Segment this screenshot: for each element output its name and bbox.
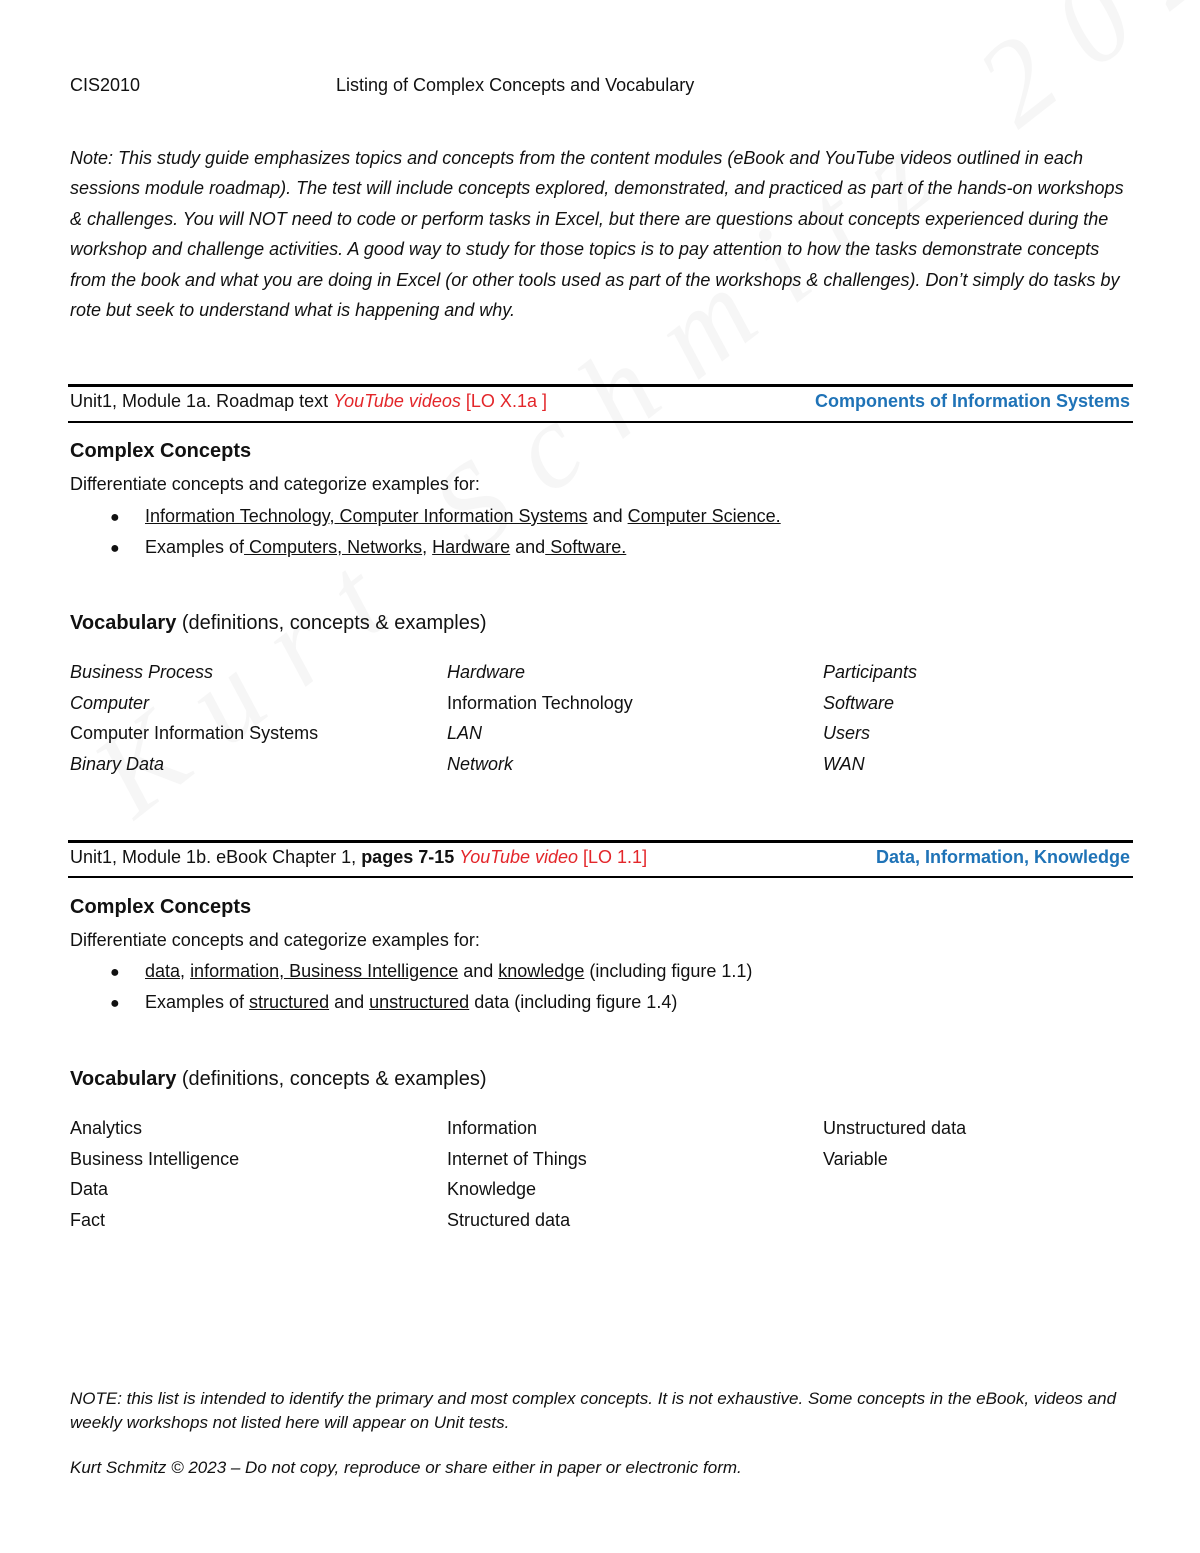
module-1b-video-link[interactable]: YouTube video — [459, 847, 579, 867]
connector: Examples of — [145, 537, 245, 557]
module-1a-topic: Components of Information Systems — [814, 391, 1130, 411]
vocab-term: WAN — [823, 753, 865, 774]
term: Computer Information Systems — [339, 506, 588, 526]
term: Computers, Networks — [244, 537, 423, 557]
bullet-icon: ● — [110, 964, 120, 981]
vocab-term: Structured data — [447, 1209, 571, 1230]
bullet-icon: ● — [110, 540, 120, 557]
module-1b-header — [70, 847, 1130, 873]
term: Computer Science. — [627, 506, 781, 526]
connector: and — [458, 961, 499, 981]
module-1a-vocab-col-3 — [823, 657, 917, 779]
connector: Examples of — [145, 992, 250, 1012]
term: Information Technology — [145, 506, 330, 526]
vocab-term: Knowledge — [447, 1179, 537, 1199]
copyright-notice: Kurt Schmitz © 2023 – Do not copy, reproduce or share either in paper or electronic form. — [70, 1458, 742, 1477]
vocab-term: Business Intelligence — [70, 1148, 240, 1169]
section-rule-bottom — [68, 876, 1133, 878]
footer-note: NOTE: this list is intended to identify the primary and most complex concepts. It is not exhaustive. Some concepts in the eBook, videos and weekly workshops not listed here will appear on Unit tests. — [70, 1389, 1117, 1432]
bullet-icon: ● — [110, 995, 120, 1012]
module-1b-concepts-lead: Differentiate concepts and categorize examples for: — [70, 930, 480, 950]
module-1a-vocab-col-2 — [447, 657, 633, 779]
module-1b-pages: pages 7-15 — [361, 847, 455, 867]
vocab-term: Business Process — [70, 662, 214, 682]
term: unstructured — [369, 992, 470, 1012]
vocab-term: Software — [823, 692, 895, 713]
connector: , — [180, 961, 191, 981]
vocab-term: Analytics — [70, 1118, 143, 1138]
term: Hardware — [432, 537, 511, 557]
document-title: Listing of Complex Concepts and Vocabulary — [336, 75, 695, 95]
vocab-term: Information — [447, 1118, 538, 1138]
module-1b-bullet-1 — [110, 961, 752, 982]
module-1a-bullet-2 — [110, 537, 626, 558]
vocab-term: Binary Data — [70, 753, 165, 774]
vocab-subheading: (definitions, concepts & examples) — [176, 612, 487, 634]
module-1b-vocab-col-2 — [447, 1113, 587, 1235]
module-1b-topic: Data, Information, Knowledge — [875, 847, 1130, 867]
vocab-term: Unstructured data — [823, 1118, 967, 1138]
vocab-term: Hardware — [447, 662, 526, 682]
vocab-term: Internet of Things — [447, 1148, 587, 1169]
connector: , — [422, 537, 433, 557]
module-1a-concepts-lead: Differentiate concepts and categorize examples for: — [70, 474, 480, 494]
vocab-term: Variable — [823, 1148, 888, 1169]
connector: and — [587, 506, 628, 526]
module-1a-lo: [LO X.1a ] — [460, 391, 547, 411]
vocab-subheading: (definitions, concepts & examples) — [176, 1068, 487, 1090]
vocab-term: Data — [70, 1179, 109, 1199]
module-1b-lo: [LO 1.1] — [578, 847, 648, 867]
vocab-term: LAN — [447, 723, 483, 743]
term-separator: , — [329, 506, 340, 526]
section-rule-top — [68, 840, 1133, 843]
vocab-term: Network — [447, 753, 514, 774]
module-1b-vocab-col-3 — [823, 1113, 966, 1174]
course-code: CIS2010 — [70, 75, 141, 95]
module-1b-bullet-2 — [110, 992, 677, 1013]
module-1a-bullet-1 — [110, 506, 781, 527]
connector: data (including figure 1.4) — [469, 992, 678, 1012]
section-rule-top — [68, 384, 1133, 387]
module-1a-video-link[interactable]: YouTube videos — [333, 391, 461, 411]
section-rule-bottom — [68, 421, 1133, 423]
vocab-term: Fact — [70, 1209, 106, 1230]
module-1a-label: Unit1, Module 1a. Roadmap text — [70, 391, 334, 411]
term: structured — [249, 992, 330, 1012]
vocab-heading-text: Vocabulary — [70, 1068, 177, 1090]
vocab-heading-text: Vocabulary — [70, 612, 177, 634]
module-1a-vocab-heading — [70, 612, 487, 635]
term: knowledge — [498, 961, 585, 981]
connector: and — [510, 537, 546, 557]
bullet-icon: ● — [110, 509, 120, 526]
vocab-term: Users — [823, 723, 871, 743]
term: Software. — [545, 537, 627, 557]
module-1a-header — [70, 391, 1130, 417]
vocab-term: Information Technology — [447, 692, 633, 713]
module-1a-concepts-heading: Complex Concepts — [70, 440, 252, 462]
module-1a-vocab-col-1 — [70, 657, 318, 779]
term: information, Business Intelligence — [190, 961, 459, 981]
study-guide-note: Note: This study guide emphasizes topics and concepts from the content modules (eBook and YouTube videos outlined in each sessions module roadmap). The test will include concepts explored, demonstrated, and practiced as part of the hands-on workshops & challenges. You will NOT need to code or perform tasks in Excel, but there are questions about concepts experienced during the workshop and challenge activities. A good way to study for those topics is to pay attention to how the tasks demonstrate concepts from the book and what you are doing in Excel (or other tools used as part of the workshops & challenges). Don’t simply do tasks by rote but seek to understand what is happening and why. — [70, 148, 1124, 321]
connector: and — [329, 992, 370, 1012]
vocab-term: Computer Information Systems — [70, 723, 319, 743]
vocab-term: Participants — [823, 662, 918, 682]
term: data — [145, 961, 181, 981]
connector: (including figure 1.1) — [584, 961, 753, 981]
module-1b-label: Unit1, Module 1b. eBook Chapter 1, — [70, 847, 362, 867]
module-1b-vocab-col-1 — [70, 1113, 239, 1235]
vocab-term: Computer — [70, 692, 150, 713]
module-1b-vocab-heading — [70, 1068, 487, 1091]
module-1b-concepts-heading: Complex Concepts — [70, 896, 252, 918]
